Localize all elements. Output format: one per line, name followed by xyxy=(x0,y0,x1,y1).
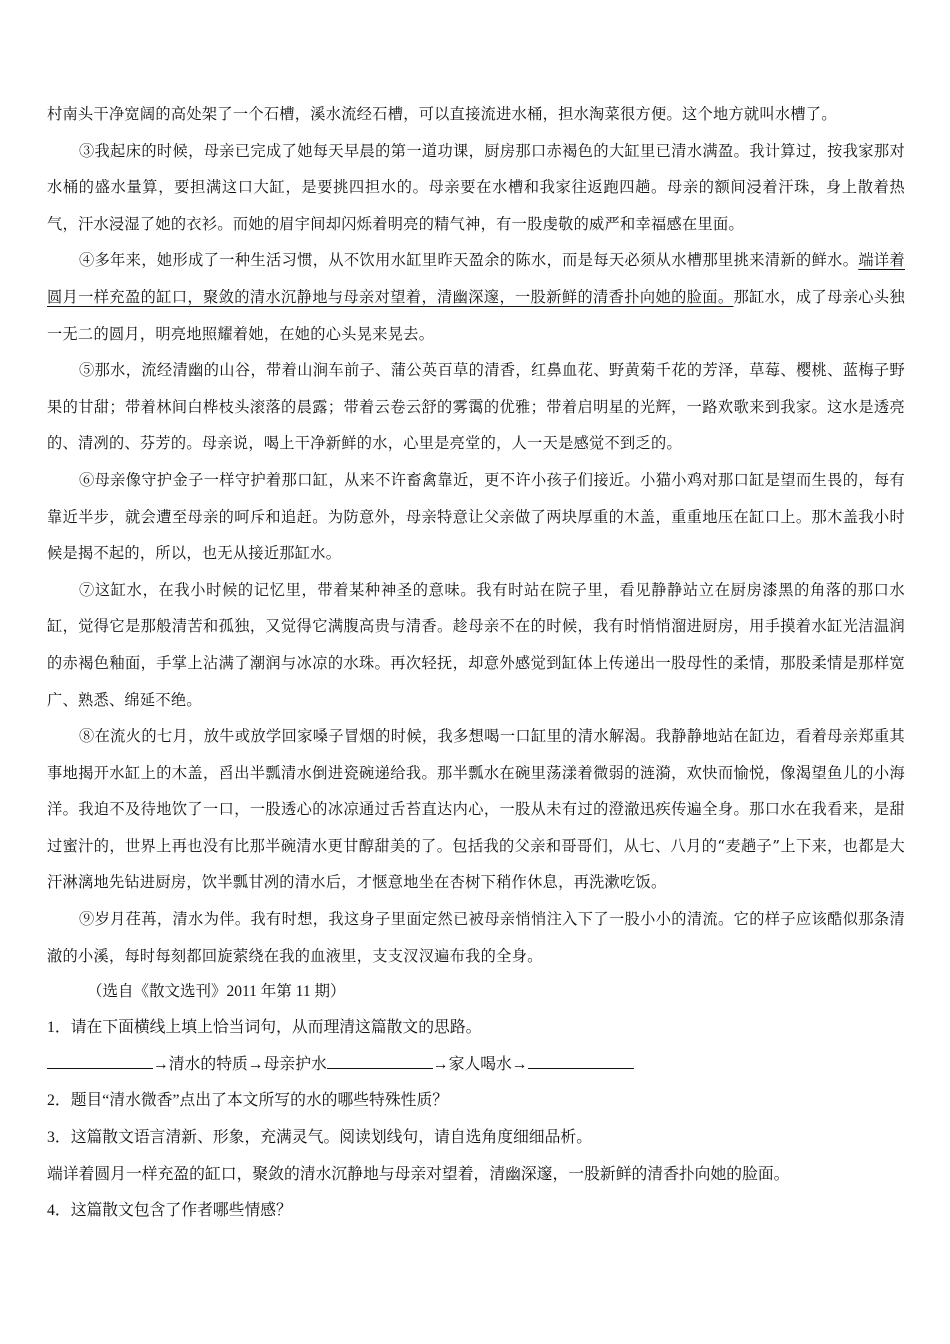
answer-blank-2[interactable] xyxy=(327,1052,433,1069)
answer-blank-3[interactable] xyxy=(528,1052,634,1069)
question-3-quote: 端详着圆月一样充盈的缸口，聚敛的清水沉静地与母亲对望着，清幽深邃，一股新鲜的清香扑向她的脸面。 xyxy=(47,1165,790,1183)
article-paragraph-9: ⑨岁月荏苒，清水为伴。我有时想，我这身子里面定然已被母亲悄悄注入下了一股小小的清流。它的样子应该酷似那条清澈的小溪，每时每刻都回旋萦绕在我的血液里，支支汊汊遍布我的全身。 xyxy=(47,910,905,965)
article-paragraph-5: ⑤那水，流经清幽的山谷，带着山涧车前子、蒲公英百草的清香，红鼻血花、野黄菊千花的芳泽，草莓、樱桃、蓝梅子野果的甘甜；带着林间白桦枝头滚落的晨露；带着云卷云舒的雾霭的优雅；带着启明星的光辉，一路欢歌来到我家。这水是透亮的、清冽的、芬芳的。母亲说，喝上干净新鲜的水，心里是亮堂的，人一天是感觉不到乏的。 xyxy=(47,361,905,453)
article-paragraph-6: ⑥母亲像守护金子一样守护着那口缸，从来不许畜禽靠近，更不许小孩子们接近。小猫小鸡对那口缸是望而生畏的，每有靠近半步，就会遭至母亲的呵斥和追赶。为防意外，母亲特意让父亲做了两块厚重的木盖，重重地压在缸口上。那木盖我小时候是揭不起的，所以，也无从接近那缸水。 xyxy=(47,470,905,563)
flow-arrow: → xyxy=(432,1055,449,1073)
article-paragraph-7: ⑦这缸水，在我小时候的记忆里，带着某种神圣的意味。我有时站在院子里，看见静静站立在厨房漆黑的角落的那口水缸，觉得它是那般清苦和孤独，又觉得它满腹高贵与清香。趁母亲不在的时候，我有时悄悄溜进厨房，用手摸着水缸光洁温润的赤褐色釉面，手掌上沾满了潮润与冰凉的水珠。再次轻抚，却意外感觉到缸体上传递出一股母性的柔情，那股柔情是那样宽广、熟悉、绵延不绝。 xyxy=(47,580,905,709)
document-page xyxy=(47,96,905,1230)
paragraph-4-text-b: 那缸水，成了母亲心头独一无二的圆月，明亮地照耀着她，在她的心头晃来晃去。 xyxy=(47,287,905,343)
question-4: 4．这篇散文包含了作者哪些情感？ xyxy=(47,1202,292,1220)
flow-item-1: 清水的特质 xyxy=(168,1055,248,1073)
article-paragraph-8: ⑧在流火的七月，放牛或放学回家嗓子冒烟的时候，我多想喝一口缸里的清水解渴。我静静地站在缸边，看着母亲郑重其事地揭开水缸上的木盖，舀出半瓢清水倒进瓷碗递给我。那半瓢水在碗里荡漾着微弱的涟漪，欢快而愉悦，像渴望鱼儿的小海洋。我迫不及待地饮了一口，一股透心的冰凉通过舌苔直达内心，一股从未有过的澄澈迅疾传遍全身。那口水在我看来，是甜过蜜汁的，世界上再也没有比那半碗清水更甘醇甜美的了。包括我的父亲和哥哥们，从七、八月的“麦趟子”上下来，也都是大汗淋漓地先钻进厨房，饮半瓢甘冽的清水后，才惬意地坐在杏树下稍作休息，再洗漱吃饭。 xyxy=(47,727,905,892)
flow-item-3: 家人喝水 xyxy=(448,1055,512,1073)
underlined-sentence: 端详着圆月一样充盈的缸口，聚敛的清水沉静地与母亲对望着，清幽深邃，一股新鲜的清香扑向她的脸面。 xyxy=(47,251,906,306)
paragraph-4-text-a: ④多年来，她形成了一种生活习惯，从不饮用水缸里昨天盈余的陈水，而是每天必须从水槽那里挑来清新的鲜水。 xyxy=(79,251,859,270)
article-paragraph-3: ③我起床的时候，母亲已完成了她每天早晨的第一道功课，厨房那口赤褐色的大缸里已清水满盈。我计算过，按我家那对水桶的盛水量算，要担满这口大缸，是要挑四担水的。母亲要在水槽和我家往返跑四趟。母亲的额间浸着汗珠，身上散着热气，汗水浸湿了她的衣衫。而她的眉宇间却闪烁着明亮的精气神，有一股虔敬的威严和幸福感在里面。 xyxy=(47,141,905,233)
question-3: 3．这篇散文语言清新、形象，充满灵气。阅读划线句，请自选角度细细品析。 xyxy=(47,1129,592,1147)
answer-blank-1[interactable] xyxy=(47,1052,153,1069)
article-paragraph-4 xyxy=(47,242,905,352)
article-source: （选自《散文选刊》2011 年第 11 期） xyxy=(87,983,346,1001)
flow-arrow: → xyxy=(153,1055,169,1073)
question-1: 1．请在下面横线上填上恰当词句，从而理清这篇散文的思路。 xyxy=(47,1019,482,1037)
article-line-top: 村南头干净宽阔的高处架了一个石槽，溪水流经石槽，可以直接流进水桶，担水淘菜很方便。这个地方就叫水槽了。 xyxy=(47,105,837,123)
flow-item-2: 母亲护水 xyxy=(263,1055,327,1073)
question-2: 2．题目“清水微香”点出了本文所写的水的哪些特殊性质？ xyxy=(47,1092,449,1110)
question-1-flow xyxy=(47,1047,905,1084)
flow-arrow: → xyxy=(511,1055,528,1073)
flow-arrow: → xyxy=(247,1055,264,1073)
